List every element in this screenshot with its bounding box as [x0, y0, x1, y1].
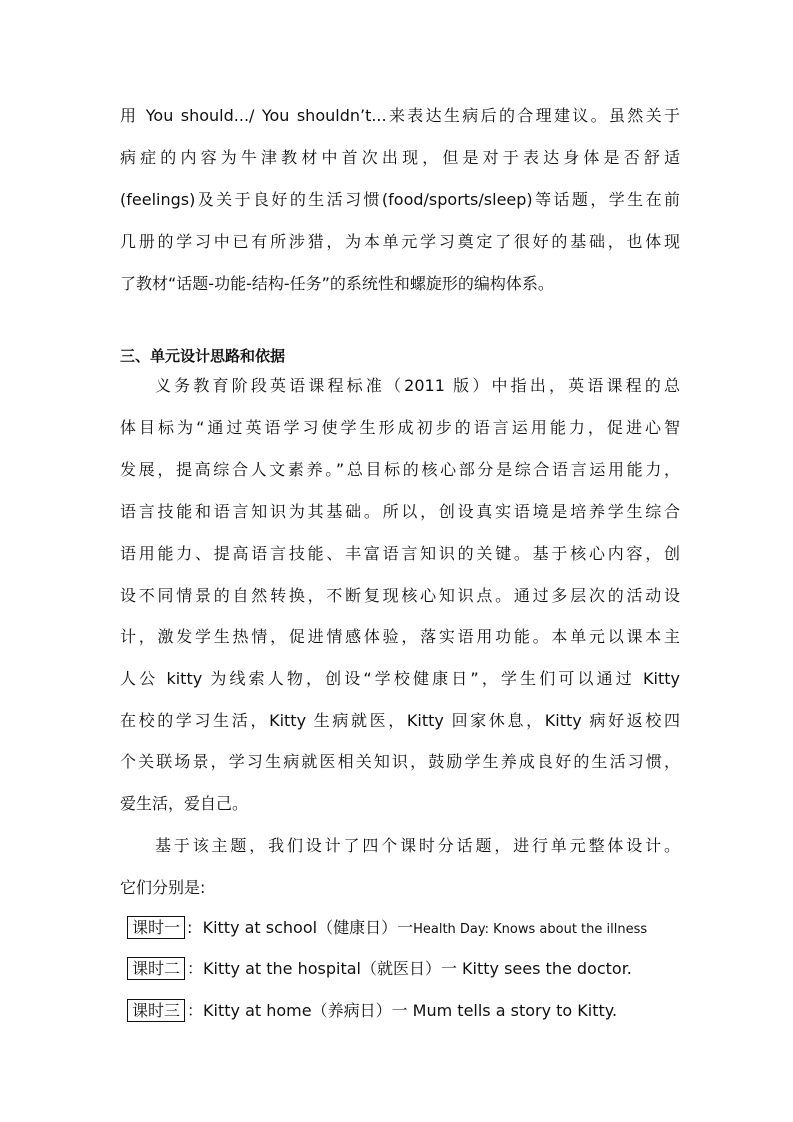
section-heading: 三、单元设计思路和依据	[120, 347, 286, 365]
lesson-label-box: 课时三	[127, 999, 185, 1022]
lesson-separator: :	[187, 918, 193, 937]
lesson-title: Kitty at the hospital（就医日）一 Kitty sees the doctor.	[203, 959, 632, 978]
paragraph1-line-2: 病症的内容为牛津教材中首次出现，但是对于表达身体是否舒适	[120, 148, 680, 167]
lesson-item-2	[127, 957, 632, 981]
lesson-item-1	[127, 916, 647, 940]
lesson-title: Kitty at school（健康日）一	[202, 918, 414, 937]
lesson-subtitle: Health Day: Knows about the illness	[413, 922, 648, 937]
lesson-label-box: 课时一	[127, 916, 185, 939]
paragraph3-line-1: 基于该主题，我们设计了四个课时分话题，进行单元整体设计。	[155, 836, 680, 855]
paragraph1-line-4: 几册的学习中已有所涉猎，为本单元学习奠定了很好的基础，也体现	[120, 232, 680, 251]
paragraph1-line-1: 用 You should.../ You shouldn’t...来表达生病后的合理建议。虽然关于	[120, 106, 680, 125]
paragraph2-line-9: 在校的学习生活，Kitty 生病就医，Kitty 回家休息，Kitty 病好返校四	[120, 711, 680, 730]
paragraph1-line-3: (feelings)及关于良好的生活习惯(food/sports/sleep)等话题，学生在前	[120, 190, 680, 209]
paragraph2-line-2: 体目标为“通过英语学习使学生形成初步的语言运用能力，促进心智	[120, 418, 680, 437]
paragraph2-line-3: 发展，提高综合人文素养。”总目标的核心部分是综合语言运用能力，	[120, 460, 680, 479]
lesson-title: Kitty at home（养病日）一 Mum tells a story to Kitty.	[203, 1001, 618, 1020]
paragraph2-line-6: 设不同情景的自然转换，不断复现核心知识点。通过多层次的活动设	[120, 586, 680, 605]
paragraph2-line-5: 语用能力、提高语言技能、丰富语言知识的关键。基于核心内容，创	[120, 544, 680, 563]
paragraph2-line-7: 计，激发学生热情，促进情感体验，落实语用功能。本单元以课本主	[120, 627, 680, 646]
lesson-label-box: 课时二	[127, 957, 185, 980]
paragraph2-line-4: 语言技能和语言知识为其基础。所以，创设真实语境是培养学生综合	[120, 502, 680, 521]
lesson-separator: ：	[187, 959, 204, 978]
lesson-item-3	[127, 999, 617, 1023]
lesson-separator: ：	[187, 1001, 204, 1020]
paragraph2-line-10: 个关联场景，学习生病就医相关知识，鼓励学生养成良好的生活习惯，	[120, 752, 680, 771]
paragraph2-line-1: 义务教育阶段英语课程标准（2011 版）中指出，英语课程的总	[155, 376, 680, 395]
paragraph3-line-2: 它们分别是:	[120, 878, 206, 897]
paragraph1-line-5: 了教材“话题-功能-结构-任务”的系统性和螺旋形的编构体系。	[120, 274, 554, 293]
paragraph2-line-8: 人公 kitty 为线索人物，创设“学校健康日”，学生们可以通过 Kitty	[120, 669, 680, 688]
paragraph2-line-11: 爱生活，爱自己。	[120, 794, 249, 813]
